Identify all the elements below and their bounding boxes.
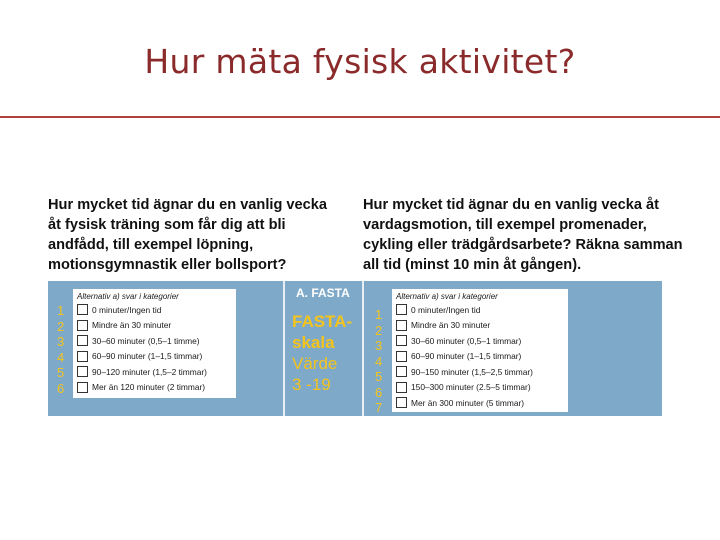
right-number-column xyxy=(375,307,382,416)
checkbox[interactable] xyxy=(396,366,407,377)
question-left xyxy=(48,195,338,275)
left-number: 3 xyxy=(57,334,65,349)
option-label: 0 minuter/Ingen tid xyxy=(92,304,162,315)
fasta-scale-text xyxy=(292,311,352,395)
right-number: 7 xyxy=(375,400,383,415)
checkbox[interactable] xyxy=(77,366,88,377)
right-number: 6 xyxy=(375,384,383,400)
fasta-line: 3 -19 xyxy=(292,375,331,394)
question-left-text-a: Hur mycket tid ägnar du en vanlig vecka åt xyxy=(48,197,327,233)
left-option xyxy=(77,349,232,365)
right-form-header: Alternativ a) svar i kategorier xyxy=(396,292,498,301)
band-divider-left xyxy=(283,281,285,416)
option-label: 60–90 minuter (1–1,5 timmar) xyxy=(411,351,522,362)
left-option xyxy=(77,318,232,334)
left-option xyxy=(77,364,232,380)
checkbox[interactable] xyxy=(77,335,88,346)
checkbox[interactable] xyxy=(396,351,407,362)
option-label: 0 minuter/Ingen tid xyxy=(411,304,481,315)
option-label: 60–90 minuter (1–1,5 timmar) xyxy=(92,351,203,362)
option-label: Mer än 120 minuter (2 timmar) xyxy=(92,382,206,393)
left-option xyxy=(77,380,232,396)
option-label: 90–120 minuter (1,5–2 timmar) xyxy=(92,366,207,377)
right-number: 2 xyxy=(375,322,383,338)
left-number: 2 xyxy=(57,318,65,334)
right-number: 5 xyxy=(375,369,383,384)
option-label: 150–300 minuter (2.5–5 timmar) xyxy=(411,382,531,393)
fasta-line: skala xyxy=(292,333,335,352)
right-option xyxy=(396,318,564,334)
checkbox[interactable] xyxy=(77,382,88,393)
option-label: Mindre än 30 minuter xyxy=(92,320,172,331)
left-form-header: Alternativ a) svar i kategorier xyxy=(77,292,179,301)
checkbox[interactable] xyxy=(396,397,407,408)
left-number: 5 xyxy=(57,365,65,380)
left-number: 6 xyxy=(57,380,65,396)
checkbox[interactable] xyxy=(77,304,88,315)
checkbox[interactable] xyxy=(396,304,407,315)
right-option xyxy=(396,333,564,349)
checkbox[interactable] xyxy=(77,320,88,331)
question-right xyxy=(363,195,693,275)
left-number: 1 xyxy=(57,303,65,318)
slide-title: Hur mäta fysisk aktivitet? xyxy=(144,42,576,81)
checkbox[interactable] xyxy=(396,335,407,346)
question-left-emphasis: fysisk träning xyxy=(65,217,160,233)
fasta-heading: A. FASTA xyxy=(296,286,350,300)
question-left-text-b: som får dig att bli andfådd, till exempel löpning, motionsgymnastik eller bollsport? xyxy=(48,217,287,273)
fasta-line: Värde xyxy=(292,354,338,373)
right-number: 1 xyxy=(375,307,383,322)
title-divider xyxy=(0,116,720,118)
right-answer-form xyxy=(392,289,568,412)
right-number: 4 xyxy=(375,353,383,369)
band-divider-right xyxy=(362,281,364,416)
right-option xyxy=(396,349,564,365)
right-option xyxy=(396,380,564,396)
left-option xyxy=(77,302,232,318)
question-right-emphasis: vardagsmotion xyxy=(363,217,468,233)
question-right-text-a: Hur mycket tid ägnar du en vanlig vecka åt xyxy=(363,197,660,213)
checkbox[interactable] xyxy=(396,382,407,393)
checkbox[interactable] xyxy=(77,351,88,362)
left-number: 4 xyxy=(57,349,65,365)
question-right-text-b: , till exempel promenader, cykling eller trädgårdsarbete? Räkna samman all tid (minst 10 min åt gången). xyxy=(363,217,683,273)
right-option xyxy=(396,364,564,380)
option-label: Mer än 300 minuter (5 timmar) xyxy=(411,397,525,408)
right-number: 3 xyxy=(375,338,383,353)
left-answer-form xyxy=(73,289,236,398)
option-label: 30–60 minuter (0,5–1 timmar) xyxy=(411,335,522,346)
option-label: 90–150 minuter (1,5–2,5 timmar) xyxy=(411,366,533,377)
right-option xyxy=(396,302,564,318)
checkbox[interactable] xyxy=(396,320,407,331)
fasta-line: FASTA- xyxy=(292,312,353,331)
left-option xyxy=(77,333,232,349)
option-label: Mindre än 30 minuter xyxy=(411,320,491,331)
left-number-column xyxy=(57,303,64,396)
option-label: 30–60 minuter (0,5–1 timme) xyxy=(92,335,200,346)
right-option xyxy=(396,395,564,411)
